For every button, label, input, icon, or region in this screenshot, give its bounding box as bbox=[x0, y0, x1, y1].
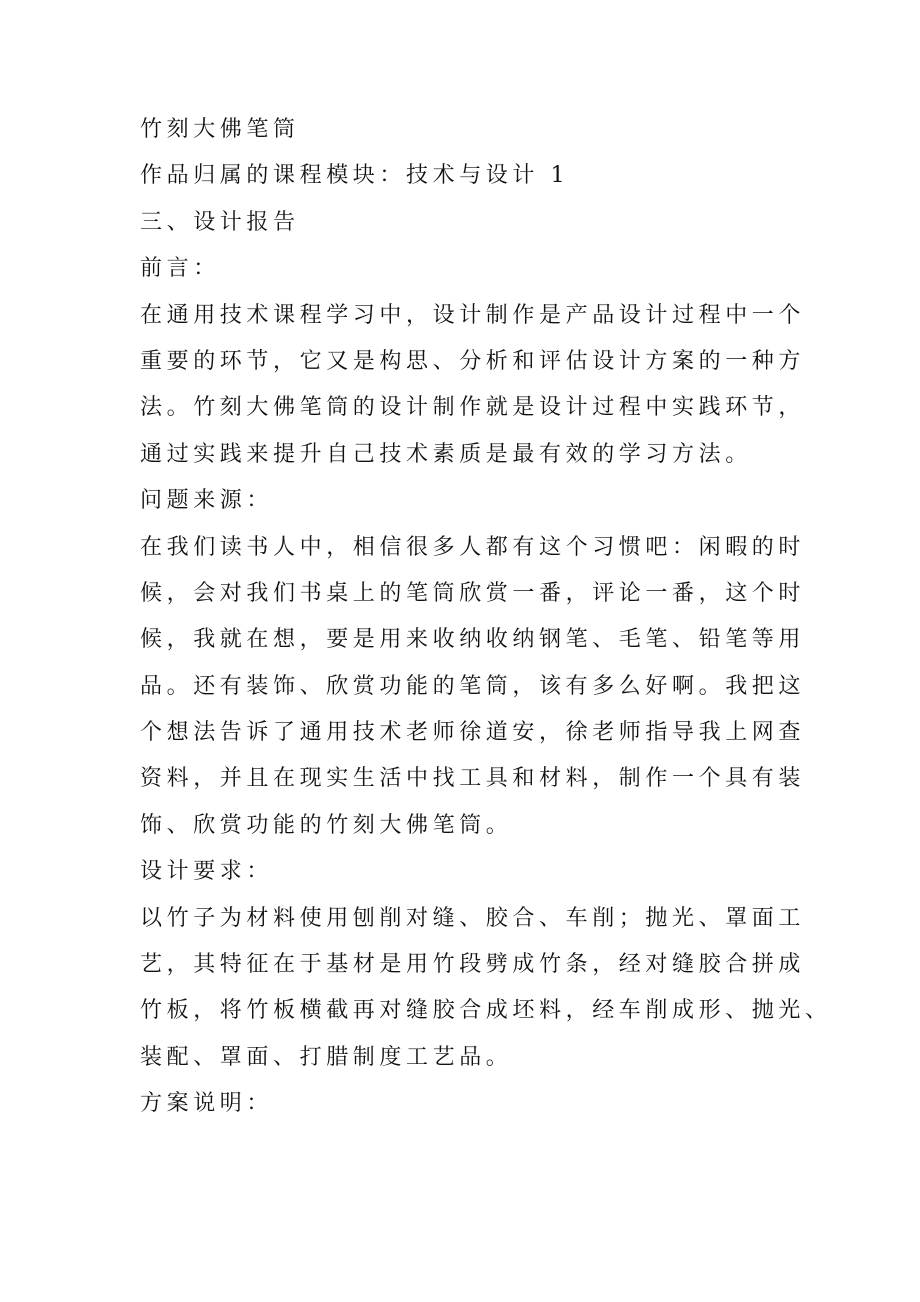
problem-paragraph-line: 品。还有装饰、欣赏功能的笔筒，该有多么好啊。我把这 bbox=[140, 673, 806, 699]
preface-paragraph-line: 重要的环节，它又是构思、分析和评估设计方案的一种方 bbox=[140, 348, 806, 374]
requirements-paragraph-line: 艺，其特征在于基材是用竹段劈成竹条，经对缝胶合拼成 bbox=[140, 952, 806, 978]
subheading-design-requirements: 设计要求： bbox=[140, 859, 274, 885]
preface-paragraph-line: 法。竹刻大佛笔筒的设计制作就是设计过程中实践环节， bbox=[140, 395, 806, 421]
problem-paragraph-line: 候，我就在想，要是用来收纳收纳钢笔、毛笔、铅笔等用 bbox=[140, 627, 806, 653]
subheading-problem-source: 问题来源： bbox=[140, 488, 274, 514]
requirements-paragraph-line: 竹板，将竹板横截再对缝胶合成坯料，经车削成形、抛光、 bbox=[140, 998, 832, 1024]
problem-paragraph-line: 资料，并且在现实生活中找工具和材料，制作一个具有装 bbox=[140, 766, 806, 792]
course-module-line: 作品归属的课程模块：技术与设计 1 bbox=[140, 163, 570, 189]
subheading-plan-description: 方案说明： bbox=[140, 1091, 274, 1117]
problem-paragraph-line: 候，会对我们书桌上的笔筒欣赏一番，评论一番，这个时 bbox=[140, 580, 806, 606]
requirements-paragraph-line: 以竹子为材料使用刨削对缝、胶合、车削；抛光、罩面工 bbox=[140, 905, 806, 931]
problem-paragraph-line: 个想法告诉了通用技术老师徐道安，徐老师指导我上网查 bbox=[140, 720, 806, 746]
requirements-paragraph-line: 装配、罩面、打腊制度工艺品。 bbox=[140, 1044, 513, 1070]
problem-paragraph-line: 饰、欣赏功能的竹刻大佛笔筒。 bbox=[140, 812, 513, 838]
subheading-preface: 前言： bbox=[140, 256, 220, 282]
preface-paragraph-line: 在通用技术课程学习中，设计制作是产品设计过程中一个 bbox=[140, 302, 806, 328]
document-title: 竹刻大佛笔筒 bbox=[140, 117, 300, 142]
preface-paragraph-line: 通过实践来提升自己技术素质是最有效的学习方法。 bbox=[140, 441, 752, 467]
section-heading-design-report: 三、设计报告 bbox=[140, 209, 300, 235]
problem-paragraph-line: 在我们读书人中，相信很多人都有这个习惯吧：闲暇的时 bbox=[140, 534, 806, 560]
document-page bbox=[140, 112, 832, 1133]
